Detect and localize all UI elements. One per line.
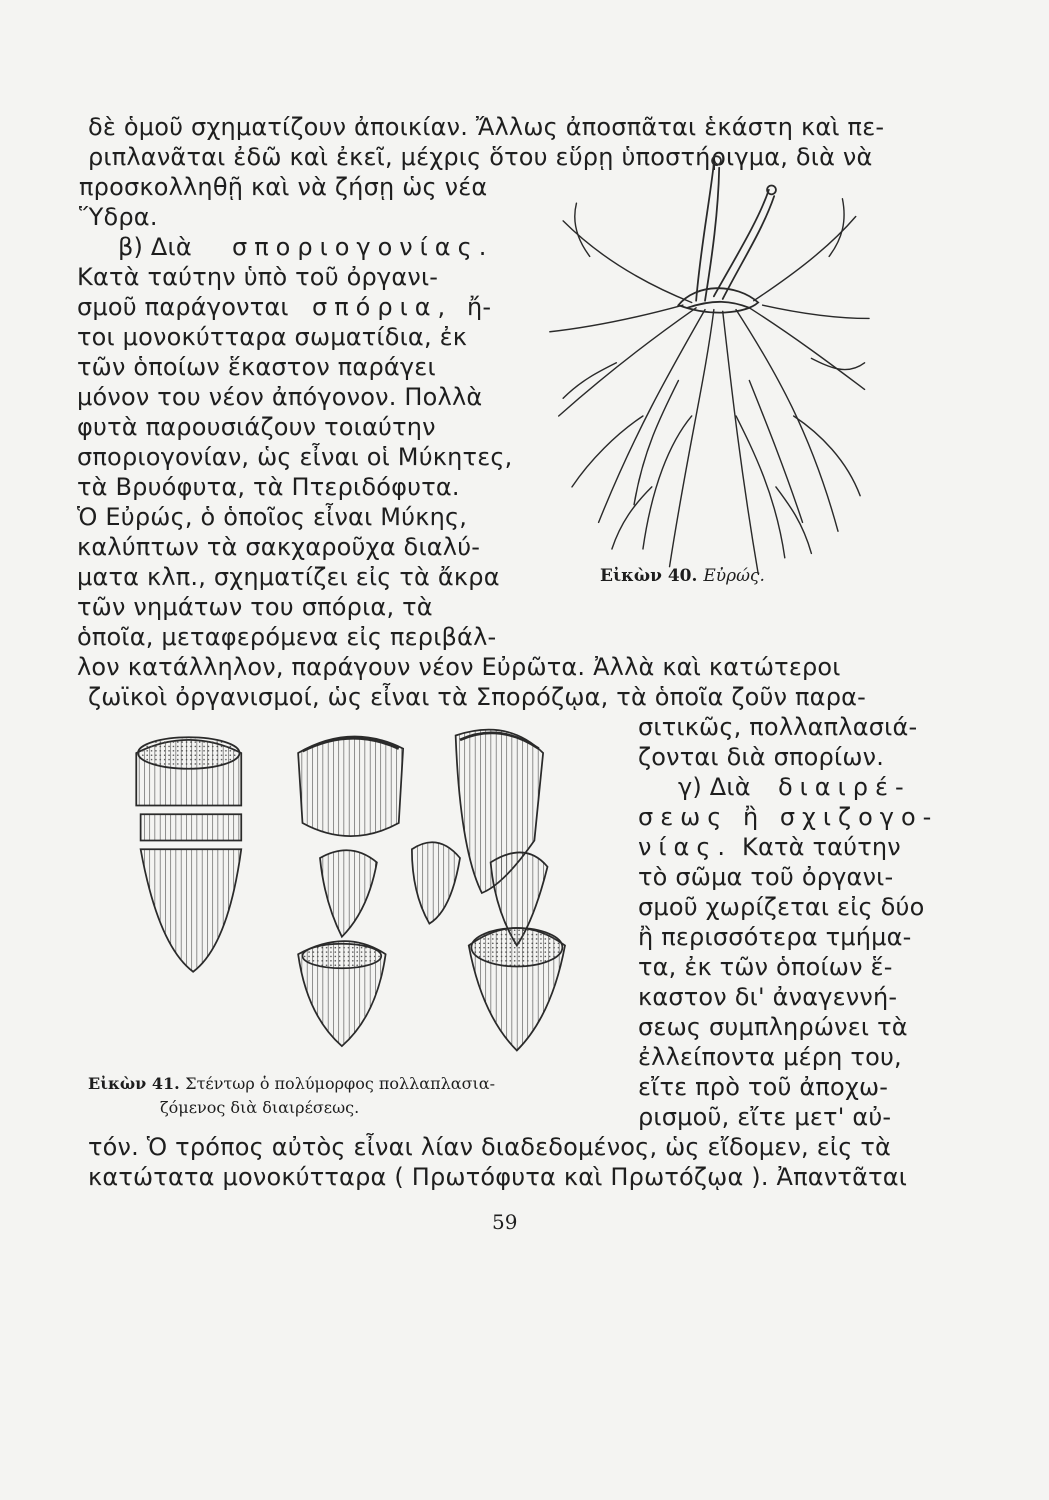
body-line: φυτὰ παρουσιάζουν τοιαύτην — [77, 413, 436, 441]
body-line: ἐλλείποντα μέρη του, — [638, 1043, 902, 1071]
stentor-left-bottom — [141, 849, 242, 972]
mold-central-body — [678, 288, 758, 312]
body-line: καλύπτων τὰ σακχαροῦχα διαλύ- — [77, 533, 481, 561]
body-line: τῶν ὁποίων ἕκαστον παράγει — [77, 353, 436, 381]
body-line: λον κατάλληλον, παράγουν νέον Εὐρῶτα. Ἀλλὰ καὶ κατώτεροι — [77, 653, 841, 681]
stentor-small-center — [412, 842, 460, 923]
stentor-bottom-center — [298, 941, 386, 1046]
body-line: Κατὰ ταύτην ὑπὸ τοῦ ὀργανι- — [77, 263, 439, 291]
stentor-small-left — [320, 850, 377, 937]
figure-40-mold-illustration — [515, 150, 895, 580]
body-line: σμοῦ παράγονται — [77, 293, 289, 321]
body-line: μόνον του νέον ἀπόγονον. Πολλὰ — [77, 383, 483, 411]
body-line: προσκολληθῇ καὶ νὰ ζήσῃ ὡς νέα — [79, 173, 488, 201]
figure-41-caption — [88, 1074, 495, 1093]
figure-41-caption-line2: ζόμενος διὰ διαιρέσεως. — [160, 1098, 360, 1117]
figure-40-caption-label: Εἰκὼν 40. — [600, 566, 698, 586]
body-line: Κατὰ ταύτην — [742, 833, 901, 861]
spaced-term-sporia: σπόρια, — [312, 293, 453, 321]
body-line: ματα κλπ., σχηματίζει εἰς τὰ ἄκρα — [77, 563, 500, 591]
body-line: εἴτε πρὸ τοῦ ἀποχω- — [638, 1073, 889, 1101]
section-heading-sporogony: σποριογονίας. — [232, 233, 494, 261]
body-line: σποριογονίαν, ὡς εἶναι οἱ Μύκητες, — [77, 443, 513, 471]
body-line: τοι μονοκύτταρα σωματίδια, ἐκ — [77, 323, 468, 351]
body-line: τὸ σῶμα τοῦ ὀργανι- — [638, 863, 894, 891]
body-line: β) Διὰ — [118, 233, 192, 261]
body-line: ζωϊκοὶ ὀργανισμοί, ὡς εἶναι τὰ Σπορόζῳα, τὰ ὁποῖα ζοῦν παρα- — [88, 683, 867, 711]
body-line: σιτικῶς, πολλαπλασιά- — [638, 713, 918, 741]
section-heading-division: διαιρέ- — [778, 773, 911, 801]
figure-40-caption-text: Εὐρώς. — [703, 566, 765, 586]
stentor-left-middle — [141, 814, 242, 840]
body-line: Ὕδρα. — [79, 203, 158, 231]
body-line: τὰ Βρυόφυτα, τὰ Πτεριδόφυτα. — [77, 473, 460, 501]
mold-hyphae — [550, 199, 869, 574]
stentor-left-top — [136, 737, 241, 805]
stentor-center-top — [298, 737, 403, 837]
section-heading-division: σεως ἢ σχιζογο- — [638, 803, 939, 831]
body-line: ἤ- — [467, 293, 492, 321]
body-line: δὲ ὁμοῦ σχηματίζουν ἀποικίαν. Ἄλλως ἀποσπᾶται ἑκάστη καὶ πε- — [88, 113, 885, 141]
body-line: γ) Διὰ — [678, 773, 751, 801]
body-line: καστον δι' ἀναγεννή- — [638, 983, 898, 1011]
body-line: ἢ περισσότερα τμήμα- — [638, 923, 912, 951]
stentor-bottom-right — [469, 928, 565, 1051]
body-line: τα, ἐκ τῶν ὁποίων ἕ- — [638, 953, 893, 981]
body-line: Ὁ Εὐρώς, ὁ ὁποῖος εἶναι Μύκης, — [77, 503, 468, 531]
body-line: τόν. Ὁ τρόπος αὐτὸς εἶναι λίαν διαδεδομένος, ὡς εἴδομεν, εἰς τὰ — [88, 1133, 891, 1161]
figure-41-caption-label: Εἰκὼν 41. — [88, 1074, 180, 1093]
figure-40-caption — [600, 566, 765, 586]
body-line: ζονται διὰ σπορίων. — [638, 743, 885, 771]
body-line: τῶν νημάτων του σπόρια, τὰ — [77, 593, 433, 621]
body-line: ριπλανᾶται ἐδῶ καὶ ἐκεῖ, μέχρις ὅτου εὕρῃ ὑποστήριγμα, διὰ νὰ — [88, 143, 873, 171]
body-line: κατώτατα μονοκύτταρα ( Πρωτόφυτα καὶ Πρωτόζῳα ). Ἀπαντᾶται — [88, 1163, 908, 1191]
mold-sporangiophores — [696, 156, 776, 301]
section-heading-division: νίας. — [638, 833, 733, 861]
body-line: ὁποῖα, μεταφερόμενα εἰς περιβάλ- — [77, 623, 497, 651]
page-number: 59 — [492, 1210, 518, 1234]
figure-41-stentor-illustration — [90, 718, 620, 1068]
body-line: σμοῦ χωρίζεται εἰς δύο — [638, 893, 925, 921]
figure-41-caption-line1: Στέντωρ ὁ πολύμορφος πολλαπλασια- — [185, 1074, 495, 1093]
body-line: ρισμοῦ, εἴτε μετ' αὐ- — [638, 1103, 892, 1131]
body-line: σεως συμπληρώνει τὰ — [638, 1013, 908, 1041]
